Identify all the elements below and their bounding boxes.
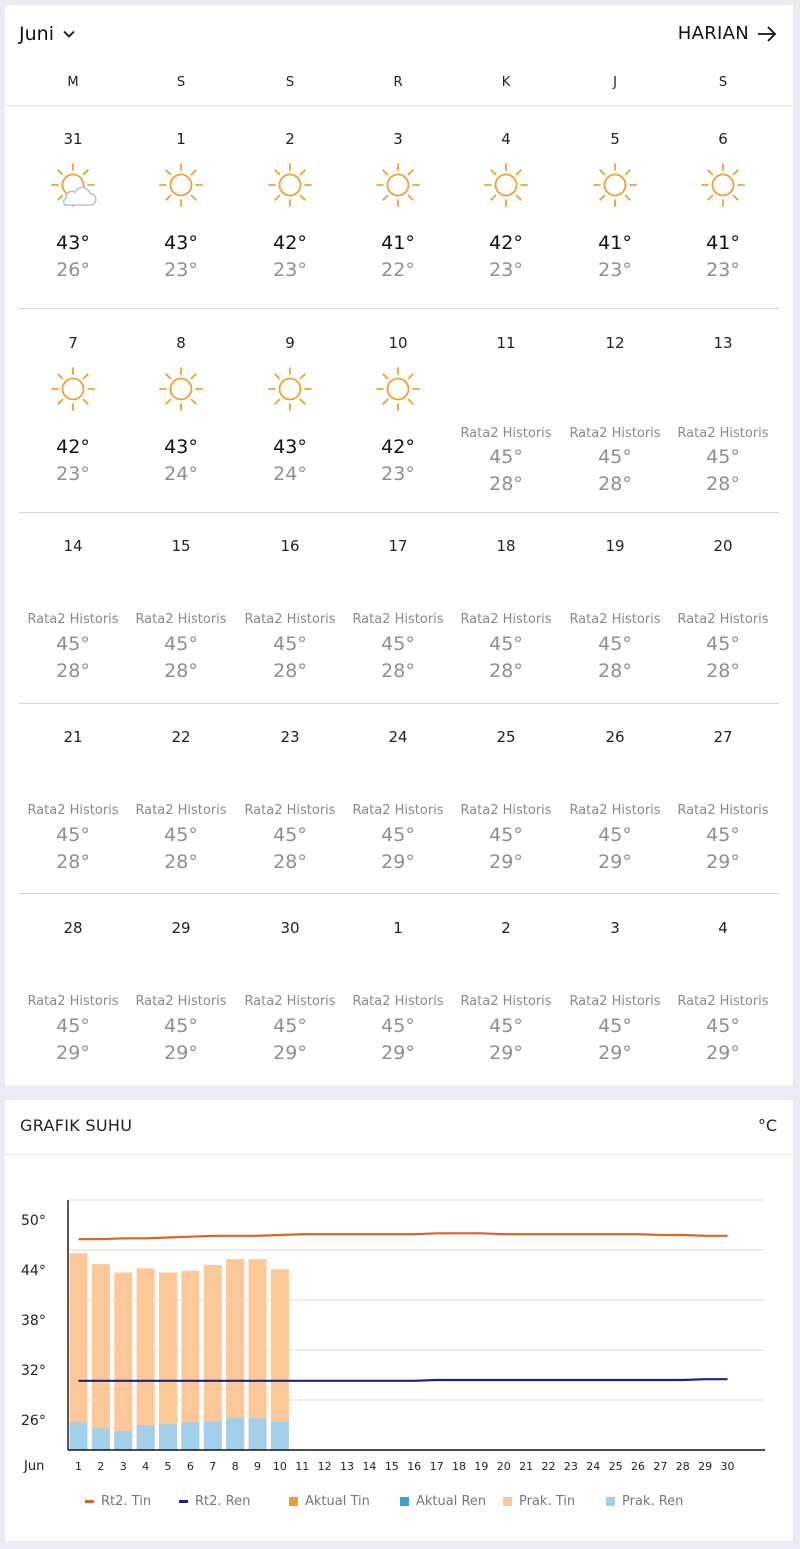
high-temp: 45° xyxy=(164,824,198,846)
calendar-day-cell[interactable] xyxy=(669,130,777,295)
weekday-label: J xyxy=(613,75,617,90)
day-number: 24 xyxy=(388,728,408,746)
high-temp: 45° xyxy=(598,446,632,468)
calendar-card xyxy=(5,5,793,1085)
temperature-chart xyxy=(5,1100,793,1541)
calendar-day-cell[interactable] xyxy=(344,919,452,1084)
low-temp: 23° xyxy=(598,259,632,281)
high-temp: 43° xyxy=(164,232,198,254)
calendar-day-cell[interactable] xyxy=(452,334,560,499)
low-temp: 24° xyxy=(164,463,198,485)
historical-average-label: Rata2 Historis xyxy=(677,426,769,441)
legend-avg-high[interactable] xyxy=(85,1494,151,1509)
day-number: 31 xyxy=(63,130,83,148)
x-tick-label: 8 xyxy=(231,1460,239,1473)
low-temp: 29° xyxy=(598,851,632,873)
forecast-low-bar xyxy=(204,1422,222,1450)
y-tick-label: 44° xyxy=(21,1263,46,1279)
chart-title: GRAFIK SUHU xyxy=(20,1116,133,1135)
y-tick-label: 38° xyxy=(21,1313,46,1329)
x-tick-label: 3 xyxy=(119,1460,127,1473)
historical-average-label: Rata2 Historis xyxy=(677,994,769,1009)
low-temp: 28° xyxy=(164,851,198,873)
month-label: Juni xyxy=(19,23,54,45)
forecast-low-bar xyxy=(92,1428,110,1450)
calendar-day-cell[interactable] xyxy=(236,334,344,499)
y-tick-label: 26° xyxy=(21,1413,46,1429)
low-temp: 29° xyxy=(706,1042,740,1064)
day-number: 10 xyxy=(388,334,408,352)
historical-average-label: Rata2 Historis xyxy=(135,803,227,818)
historical-average-label: Rata2 Historis xyxy=(677,612,769,627)
high-temp: 42° xyxy=(489,232,523,254)
day-number: 21 xyxy=(63,728,83,746)
chart-legend xyxy=(5,1494,793,1514)
low-temp: 23° xyxy=(273,259,307,281)
day-number: 19 xyxy=(605,537,625,555)
weekday-label: S xyxy=(176,75,186,90)
calendar-day-cell[interactable] xyxy=(452,130,560,295)
historical-average-label: Rata2 Historis xyxy=(135,994,227,1009)
calendar-day-cell[interactable] xyxy=(561,537,669,702)
forecast-low-bar xyxy=(70,1423,88,1451)
x-tick-label: 29 xyxy=(698,1460,713,1473)
low-temp: 29° xyxy=(489,851,523,873)
calendar-day-cell[interactable] xyxy=(236,919,344,1084)
low-temp: 28° xyxy=(598,473,632,495)
high-temp: 45° xyxy=(598,824,632,846)
weekday-label: R xyxy=(393,75,403,90)
x-tick-label: 4 xyxy=(142,1460,150,1473)
calendar-day-cell[interactable] xyxy=(452,728,560,893)
calendar-day-cell[interactable] xyxy=(344,334,452,499)
y-tick-label: 50° xyxy=(21,1213,46,1229)
legend-label: Aktual Ren xyxy=(416,1494,487,1509)
sun-icon xyxy=(156,364,206,414)
calendar-day-cell[interactable] xyxy=(669,728,777,893)
sun-icon xyxy=(481,160,531,210)
sun-icon xyxy=(373,160,423,210)
historical-average-label: Rata2 Historis xyxy=(460,426,552,441)
high-temp: 42° xyxy=(273,232,307,254)
avg-high-line xyxy=(79,1233,728,1239)
high-temp: 42° xyxy=(381,436,415,458)
low-temp: 23° xyxy=(706,259,740,281)
high-temp: 43° xyxy=(164,436,198,458)
x-tick-label: 11 xyxy=(295,1460,310,1473)
historical-average-label: Rata2 Historis xyxy=(569,803,661,818)
high-temp: 42° xyxy=(56,436,90,458)
x-tick-label: 17 xyxy=(429,1460,444,1473)
legend-label: Aktual Tin xyxy=(305,1494,370,1509)
x-tick-label: 5 xyxy=(164,1460,172,1473)
x-tick-label: 25 xyxy=(608,1460,623,1473)
high-temp: 45° xyxy=(598,633,632,655)
forecast-low-bar xyxy=(226,1418,244,1451)
high-temp: 45° xyxy=(489,633,523,655)
forecast-high-bar xyxy=(114,1273,132,1451)
x-tick-label: 21 xyxy=(519,1460,534,1473)
x-tick-label: 10 xyxy=(272,1460,287,1473)
sun-icon xyxy=(265,160,315,210)
historical-average-label: Rata2 Historis xyxy=(569,994,661,1009)
calendar-day-cell[interactable] xyxy=(19,130,127,295)
forecast-low-bar xyxy=(159,1424,177,1450)
low-temp: 29° xyxy=(164,1042,198,1064)
high-temp: 45° xyxy=(706,633,740,655)
calendar-day-cell[interactable] xyxy=(561,728,669,893)
sun-icon xyxy=(373,364,423,414)
x-tick-label: 26 xyxy=(631,1460,645,1473)
high-temp: 41° xyxy=(706,232,740,254)
week-divider xyxy=(19,893,779,894)
forecast-low-bar xyxy=(181,1423,199,1451)
day-number: 27 xyxy=(713,728,733,746)
sun-icon xyxy=(265,364,315,414)
day-number: 7 xyxy=(68,334,78,352)
weekday-label: M xyxy=(67,75,79,90)
x-tick-label: 12 xyxy=(317,1460,332,1473)
day-number: 28 xyxy=(63,919,83,937)
x-tick-label: 9 xyxy=(254,1460,262,1473)
calendar-day-cell[interactable] xyxy=(561,334,669,499)
calendar-day-cell[interactable] xyxy=(344,537,452,702)
partly-sunny-icon xyxy=(48,160,98,210)
low-temp: 28° xyxy=(164,660,198,682)
historical-average-label: Rata2 Historis xyxy=(677,803,769,818)
x-tick-label: 22 xyxy=(541,1460,556,1473)
x-tick-label: 19 xyxy=(474,1460,489,1473)
y-tick-label: 32° xyxy=(21,1363,46,1379)
day-number: 5 xyxy=(610,130,620,148)
low-temp: 29° xyxy=(381,851,415,873)
x-tick-label: 2 xyxy=(97,1460,105,1473)
high-temp: 45° xyxy=(598,1015,632,1037)
calendar-day-cell[interactable] xyxy=(127,130,235,295)
calendar-day-cell[interactable] xyxy=(19,728,127,893)
legend-label: Rt2. Ren xyxy=(195,1494,251,1509)
sun-icon xyxy=(156,160,206,210)
legend-label: Prak. Tin xyxy=(519,1494,576,1509)
day-number: 8 xyxy=(176,334,186,352)
calendar-day-cell[interactable] xyxy=(561,130,669,295)
legend-avg-low[interactable] xyxy=(179,1494,250,1509)
low-temp: 22° xyxy=(381,259,415,281)
high-temp: 45° xyxy=(381,1015,415,1037)
historical-average-label: Rata2 Historis xyxy=(460,994,552,1009)
historical-average-label: Rata2 Historis xyxy=(569,612,661,627)
high-temp: 45° xyxy=(706,1015,740,1037)
x-tick-label: 13 xyxy=(340,1460,355,1473)
calendar-day-cell[interactable] xyxy=(236,537,344,702)
calendar-day-cell[interactable] xyxy=(236,130,344,295)
day-number: 3 xyxy=(610,919,620,937)
low-temp: 23° xyxy=(381,463,415,485)
high-temp: 43° xyxy=(273,436,307,458)
x-tick-label: 7 xyxy=(209,1460,217,1473)
calendar-day-cell[interactable] xyxy=(127,537,235,702)
day-number: 26 xyxy=(605,728,625,746)
x-tick-label: 23 xyxy=(563,1460,578,1473)
legend-swatch xyxy=(85,1500,94,1503)
x-tick-label: 20 xyxy=(496,1460,511,1473)
forecast-low-bar xyxy=(249,1418,267,1450)
high-temp: 45° xyxy=(56,1015,90,1037)
legend-label: Rt2. Tin xyxy=(101,1494,152,1509)
historical-average-label: Rata2 Historis xyxy=(460,612,552,627)
legend-actual-low[interactable] xyxy=(400,1494,486,1509)
calendar-day-cell[interactable] xyxy=(669,537,777,702)
high-temp: 45° xyxy=(164,1015,198,1037)
legend-label: Prak. Ren xyxy=(622,1494,684,1509)
forecast-high-bar xyxy=(92,1264,110,1450)
weekday-label: S xyxy=(718,75,728,90)
high-temp: 45° xyxy=(273,824,307,846)
low-temp: 23° xyxy=(56,463,90,485)
low-temp: 28° xyxy=(381,660,415,682)
x-tick-label: 1 xyxy=(75,1460,82,1473)
forecast-high-bar xyxy=(70,1253,88,1450)
day-number: 11 xyxy=(496,334,516,352)
day-number: 6 xyxy=(718,130,728,148)
x-tick-label: 18 xyxy=(451,1460,466,1473)
high-temp: 45° xyxy=(273,1015,307,1037)
week-divider xyxy=(19,703,779,704)
week-divider xyxy=(19,512,779,513)
x-tick-label: 28 xyxy=(675,1460,690,1473)
low-temp: 29° xyxy=(381,1042,415,1064)
day-number: 13 xyxy=(713,334,733,352)
low-temp: 29° xyxy=(489,1042,523,1064)
low-temp: 24° xyxy=(273,463,307,485)
forecast-low-bar xyxy=(137,1425,155,1450)
day-number: 4 xyxy=(501,130,511,148)
historical-average-label: Rata2 Historis xyxy=(244,994,336,1009)
day-number: 17 xyxy=(388,537,408,555)
calendar-day-cell[interactable] xyxy=(127,728,235,893)
day-number: 30 xyxy=(280,919,300,937)
day-number: 15 xyxy=(171,537,191,555)
high-temp: 43° xyxy=(56,232,90,254)
day-number: 18 xyxy=(496,537,516,555)
calendar-day-cell[interactable] xyxy=(236,728,344,893)
historical-average-label: Rata2 Historis xyxy=(352,803,444,818)
low-temp: 28° xyxy=(489,473,523,495)
legend-swatch xyxy=(606,1497,615,1506)
historical-average-label: Rata2 Historis xyxy=(27,612,119,627)
forecast-high-bar xyxy=(159,1273,177,1451)
high-temp: 45° xyxy=(489,824,523,846)
low-temp: 28° xyxy=(56,851,90,873)
daily-view-label: HARIAN xyxy=(677,23,749,44)
high-temp: 41° xyxy=(598,232,632,254)
legend-forecast-low[interactable] xyxy=(606,1494,683,1509)
low-temp: 23° xyxy=(489,259,523,281)
historical-average-label: Rata2 Historis xyxy=(569,426,661,441)
calendar-day-cell[interactable] xyxy=(669,334,777,499)
historical-average-label: Rata2 Historis xyxy=(352,612,444,627)
high-temp: 45° xyxy=(164,633,198,655)
low-temp: 29° xyxy=(273,1042,307,1064)
x-tick-label: 24 xyxy=(586,1460,601,1473)
day-number: 1 xyxy=(176,130,186,148)
weekday-label: K xyxy=(501,75,511,90)
day-number: 22 xyxy=(171,728,191,746)
forecast-low-bar xyxy=(271,1422,289,1450)
x-axis-month-label: Jun xyxy=(24,1459,45,1474)
high-temp: 41° xyxy=(381,232,415,254)
low-temp: 28° xyxy=(706,660,740,682)
historical-average-label: Rata2 Historis xyxy=(244,612,336,627)
temperature-chart-card xyxy=(5,1100,793,1541)
sun-icon xyxy=(590,160,640,210)
x-tick-label: 30 xyxy=(720,1460,735,1473)
weekday-label: S xyxy=(285,75,295,90)
day-number: 2 xyxy=(285,130,295,148)
legend-swatch xyxy=(400,1497,409,1506)
high-temp: 45° xyxy=(56,824,90,846)
calendar-grid xyxy=(5,5,793,1085)
day-number: 9 xyxy=(285,334,295,352)
x-tick-label: 14 xyxy=(362,1460,377,1473)
calendar-day-cell[interactable] xyxy=(669,919,777,1084)
day-number: 25 xyxy=(496,728,516,746)
low-temp: 29° xyxy=(56,1042,90,1064)
x-tick-label: 15 xyxy=(384,1460,399,1473)
historical-average-label: Rata2 Historis xyxy=(460,803,552,818)
sun-icon xyxy=(698,160,748,210)
legend-swatch xyxy=(503,1497,512,1506)
legend-swatch xyxy=(179,1500,188,1503)
low-temp: 29° xyxy=(706,851,740,873)
calendar-day-cell[interactable] xyxy=(127,919,235,1084)
legend-forecast-high[interactable] xyxy=(503,1494,575,1509)
high-temp: 45° xyxy=(381,824,415,846)
day-number: 23 xyxy=(280,728,300,746)
calendar-day-cell[interactable] xyxy=(19,919,127,1084)
calendar-day-cell[interactable] xyxy=(19,334,127,499)
legend-actual-high[interactable] xyxy=(289,1494,370,1509)
x-tick-label: 16 xyxy=(407,1460,422,1473)
high-temp: 45° xyxy=(706,824,740,846)
day-number: 20 xyxy=(713,537,733,555)
forecast-low-bar xyxy=(114,1431,132,1450)
high-temp: 45° xyxy=(706,446,740,468)
legend-swatch xyxy=(289,1497,298,1506)
x-tick-label: 6 xyxy=(186,1460,194,1473)
unit-toggle[interactable]: °C xyxy=(757,1116,777,1135)
day-number: 2 xyxy=(501,919,511,937)
historical-average-label: Rata2 Historis xyxy=(135,612,227,627)
high-temp: 45° xyxy=(489,1015,523,1037)
day-number: 29 xyxy=(171,919,191,937)
low-temp: 28° xyxy=(489,660,523,682)
day-number: 1 xyxy=(393,919,403,937)
day-number: 3 xyxy=(393,130,403,148)
calendar-day-cell[interactable] xyxy=(452,919,560,1084)
low-temp: 26° xyxy=(56,259,90,281)
calendar-day-cell[interactable] xyxy=(127,334,235,499)
day-number: 4 xyxy=(718,919,728,937)
historical-average-label: Rata2 Historis xyxy=(27,994,119,1009)
low-temp: 28° xyxy=(598,660,632,682)
calendar-day-cell[interactable] xyxy=(344,130,452,295)
day-number: 12 xyxy=(605,334,625,352)
high-temp: 45° xyxy=(381,633,415,655)
low-temp: 28° xyxy=(706,473,740,495)
historical-average-label: Rata2 Historis xyxy=(244,803,336,818)
calendar-day-cell[interactable] xyxy=(452,537,560,702)
low-temp: 29° xyxy=(598,1042,632,1064)
forecast-high-bar xyxy=(137,1268,155,1450)
low-temp: 28° xyxy=(273,851,307,873)
sun-icon xyxy=(48,364,98,414)
calendar-day-cell[interactable] xyxy=(561,919,669,1084)
calendar-day-cell[interactable] xyxy=(19,537,127,702)
day-number: 16 xyxy=(280,537,300,555)
low-temp: 23° xyxy=(164,259,198,281)
low-temp: 28° xyxy=(273,660,307,682)
high-temp: 45° xyxy=(273,633,307,655)
high-temp: 45° xyxy=(489,446,523,468)
high-temp: 45° xyxy=(56,633,90,655)
week-divider xyxy=(19,308,779,309)
low-temp: 28° xyxy=(56,660,90,682)
x-tick-label: 27 xyxy=(653,1460,668,1473)
calendar-day-cell[interactable] xyxy=(344,728,452,893)
day-number: 14 xyxy=(63,537,83,555)
historical-average-label: Rata2 Historis xyxy=(27,803,119,818)
historical-average-label: Rata2 Historis xyxy=(352,994,444,1009)
